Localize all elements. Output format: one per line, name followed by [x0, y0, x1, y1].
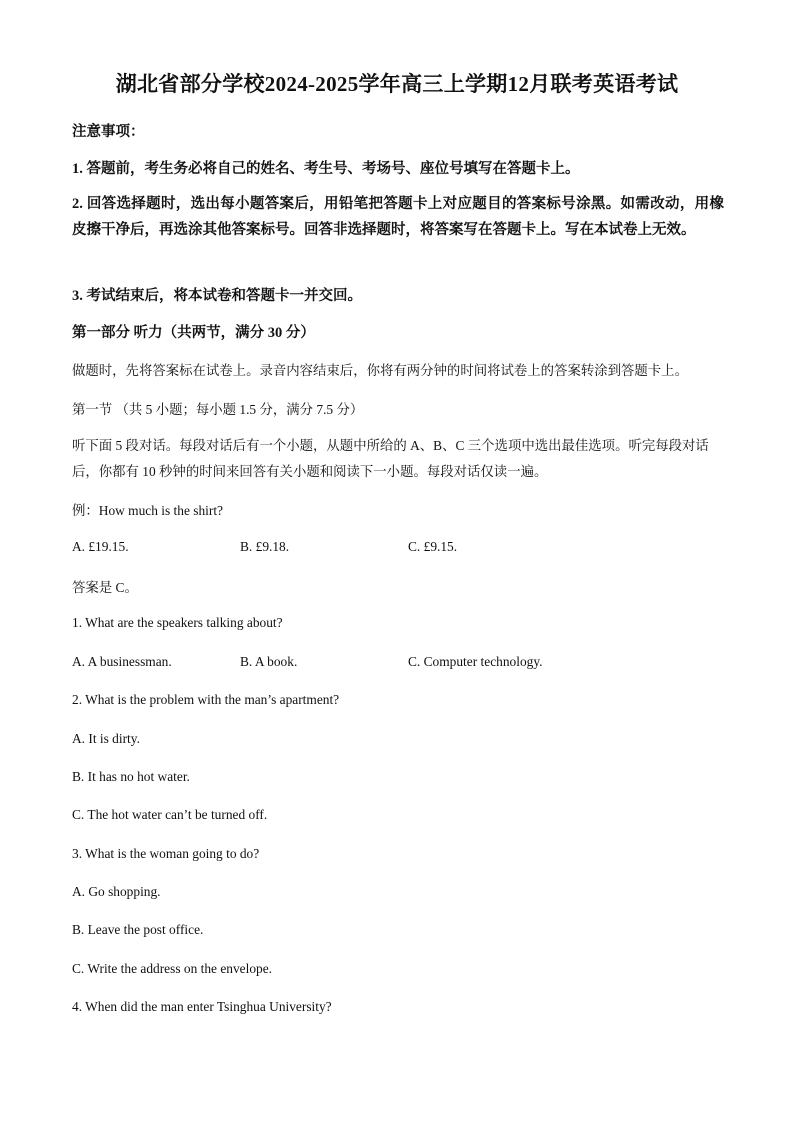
question-3-option-c: C. Write the address on the envelope.: [72, 961, 273, 976]
notice-item-3: 3. 考试结束后，将本试卷和答题卡一并交回。: [72, 288, 362, 304]
example-option-c: C. £9.15.: [408, 539, 458, 554]
part1-heading: 第一部分 听力（共两节，满分 30 分）: [72, 325, 315, 341]
question-3-option-b: B. Leave the post office.: [72, 922, 204, 937]
question-2-option-a: A. It is dirty.: [72, 731, 140, 746]
question-1-option-b: B. A book.: [240, 654, 298, 669]
question-4: 4. When did the man enter Tsinghua University?: [72, 999, 332, 1014]
part1-instruction: 做题时，先将答案标在试卷上。录音内容结束后，你将有两分钟的时间将试卷上的答案转涂到答题卡上。: [72, 363, 688, 378]
section1-instruction: 听下面 5 段对话。每段对话后有一个小题，从题中所给的 A、B、C 三个选项中选出最佳选项。听完每段对话后，你都有 10 秒钟的时间来回答有关小题和阅读下一小题。每段对话仅读一遍。: [72, 438, 709, 479]
example-question: 例：How much is the shirt?: [72, 503, 223, 518]
example-option-a: A. £19.15.: [72, 539, 129, 554]
question-1: 1. What are the speakers talking about?: [72, 615, 283, 630]
question-2-option-b: B. It has no hot water.: [72, 769, 190, 784]
question-1-option-a: A. A businessman.: [72, 654, 172, 669]
notice-heading: 注意事项：: [72, 124, 145, 140]
notice-item-1: 1. 答题前，考生务必将自己的姓名、考生号、考场号、座位号填写在答题卡上。: [72, 161, 580, 177]
exam-title: 湖北省部分学校2024-2025学年高三上学期12月联考英语考试: [115, 72, 679, 96]
section1-heading: 第一节 （共 5 小题；每小题 1.5 分，满分 7.5 分）: [72, 402, 364, 417]
example-answer: 答案是 C。: [72, 580, 138, 595]
question-3: 3. What is the woman going to do?: [72, 846, 260, 861]
question-2-option-c: C. The hot water can’t be turned off.: [72, 807, 268, 822]
example-option-b: B. £9.18.: [240, 539, 290, 554]
question-1-option-c: C. Computer technology.: [408, 654, 543, 669]
question-3-option-a: A. Go shopping.: [72, 884, 161, 899]
question-2: 2. What is the problem with the man’s apartment?: [72, 692, 340, 707]
notice-item-2: 2. 回答选择题时，选出每小题答案后，用铅笔把答题卡上对应题目的答案标号涂黑。如需改动，用橡皮擦干净后，再选涂其他答案标号。回答非选择题时，将答案写在答题卡上。写在本试卷上无效。: [72, 196, 724, 238]
